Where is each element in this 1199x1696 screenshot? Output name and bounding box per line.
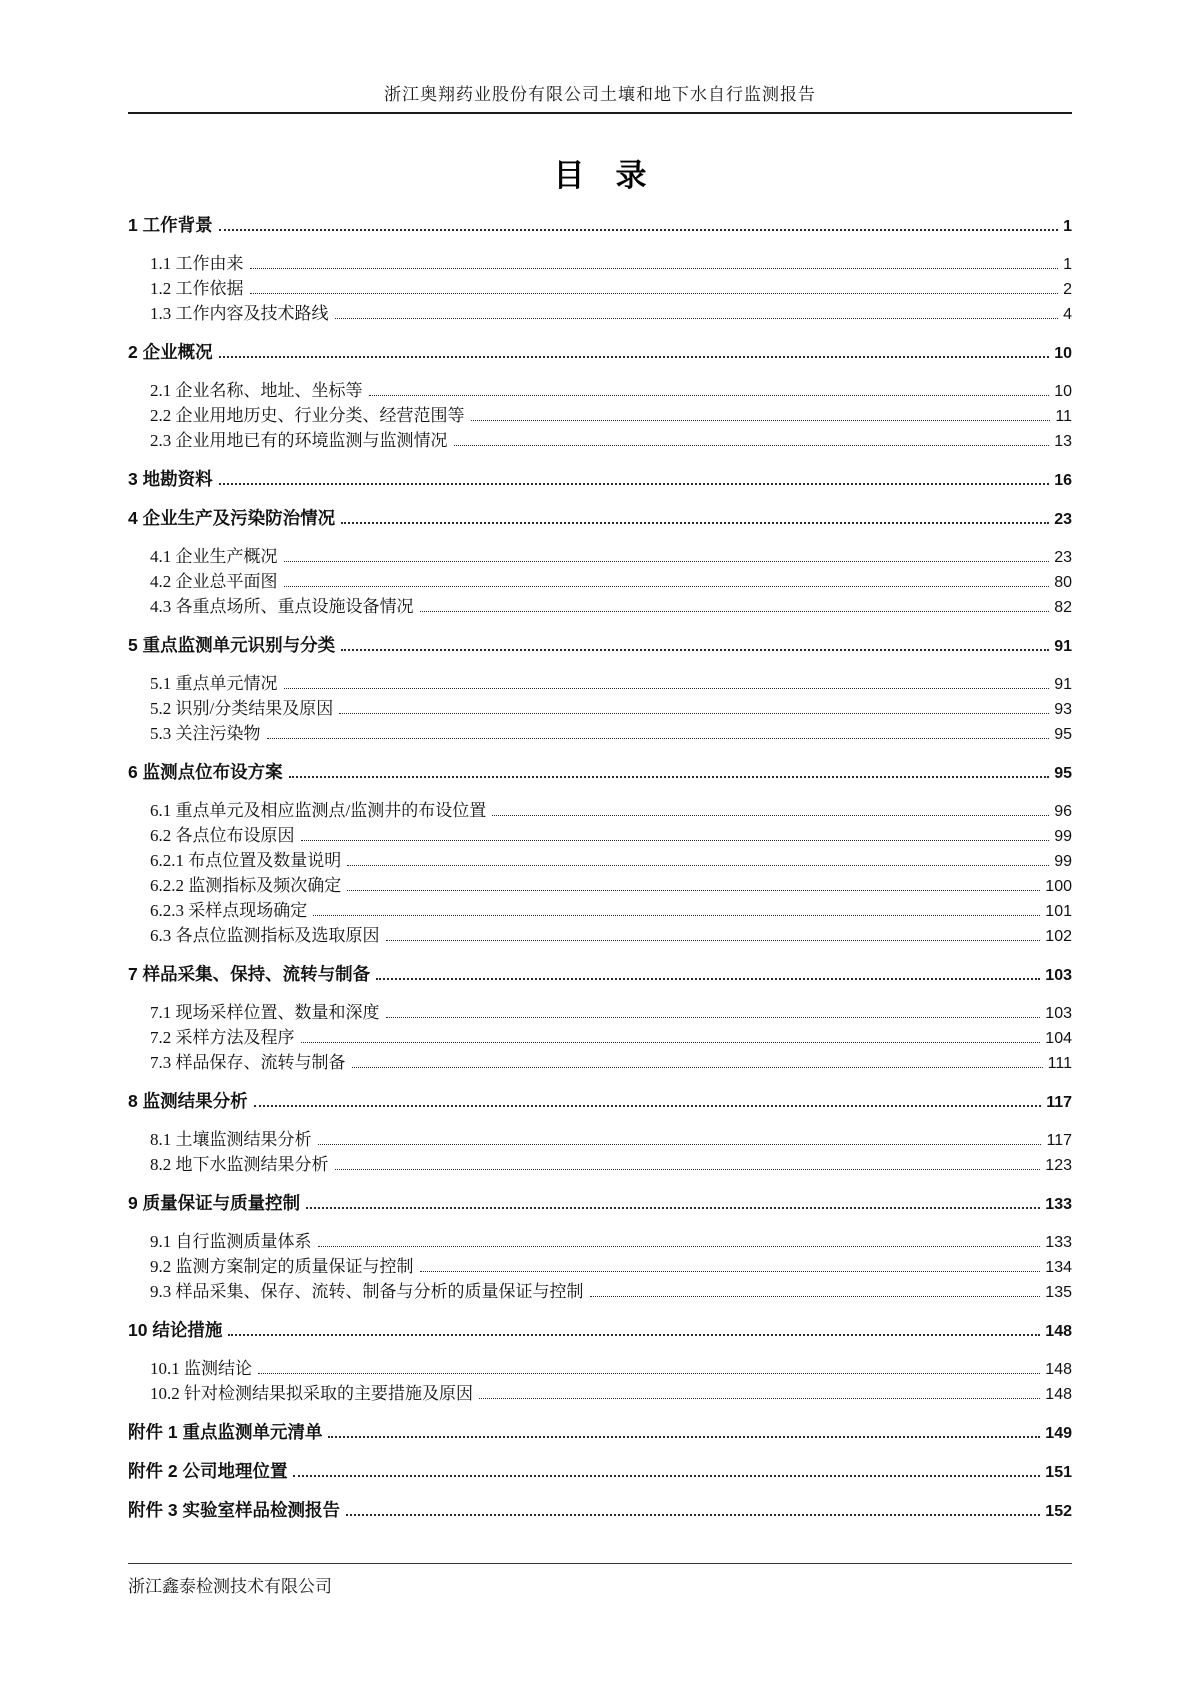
toc-entry[interactable] <box>128 962 1072 988</box>
toc-leader-dots <box>306 1207 1040 1209</box>
toc-entry-label: 2 企业概况 <box>128 342 213 362</box>
toc-entry-label: 1.2 工作依据 <box>150 279 244 298</box>
toc-entry[interactable] <box>128 1051 1072 1076</box>
toc-list <box>128 200 1072 1537</box>
toc-entry-page: 117 <box>1046 1094 1072 1111</box>
toc-entry-page: 102 <box>1045 928 1072 945</box>
toc-entry[interactable] <box>128 1089 1072 1115</box>
toc-entry-label: 1.3 工作内容及技术路线 <box>150 304 329 323</box>
toc-leader-dots <box>258 1373 1040 1374</box>
toc-entry-label: 10 结论措施 <box>128 1320 223 1340</box>
toc-entry[interactable] <box>128 924 1072 949</box>
toc-leader-dots <box>301 840 1050 841</box>
toc-leader-dots <box>339 713 1049 714</box>
toc-entry[interactable] <box>128 506 1072 532</box>
toc-leader-dots <box>284 586 1050 587</box>
toc-entry-label: 6 监测点位布设方案 <box>128 762 283 782</box>
toc-entry-label: 2.2 企业用地历史、行业分类、经营范围等 <box>150 406 465 425</box>
toc-entry[interactable] <box>128 1191 1072 1217</box>
toc-entry-label: 5.3 关注污染物 <box>150 724 261 743</box>
toc-entry-page: 149 <box>1045 1425 1072 1442</box>
toc-entry-page: 10 <box>1054 383 1072 400</box>
toc-leader-dots <box>346 1514 1040 1516</box>
toc-entry-label: 9.2 监测方案制定的质量保证与控制 <box>150 1257 414 1276</box>
toc-entry-label: 9 质量保证与质量控制 <box>128 1193 301 1213</box>
toc-entry-page: 151 <box>1045 1464 1072 1481</box>
toc-entry[interactable] <box>128 570 1072 595</box>
toc-entry-page: 134 <box>1045 1259 1072 1276</box>
toc-entry-page: 111 <box>1047 1055 1072 1072</box>
toc-entry-page: 117 <box>1046 1132 1072 1149</box>
toc-entry-label: 7.3 样品保存、流转与制备 <box>150 1053 346 1072</box>
toc-entry-page: 4 <box>1063 306 1072 323</box>
toc-entry-page: 23 <box>1054 549 1072 566</box>
toc-entry-page: 148 <box>1045 1323 1072 1340</box>
toc-entry[interactable] <box>128 1026 1072 1051</box>
toc-entry-label: 6.2 各点位布设原因 <box>150 826 295 845</box>
toc-entry-label: 8.2 地下水监测结果分析 <box>150 1155 329 1174</box>
page-title: 目 录 <box>553 158 647 193</box>
toc-entry-label: 9.3 样品采集、保存、流转、制备与分析的质量保证与控制 <box>150 1282 584 1301</box>
toc-entry-page: 103 <box>1045 967 1072 984</box>
toc-leader-dots <box>471 420 1051 421</box>
toc-leader-dots <box>341 649 1049 651</box>
toc-entry-page: 93 <box>1054 701 1072 718</box>
toc-leader-dots <box>219 229 1058 231</box>
toc-entry[interactable] <box>128 697 1072 722</box>
toc-entry-page: 99 <box>1054 853 1072 870</box>
toc-leader-dots <box>328 1436 1040 1438</box>
toc-leader-dots <box>318 1144 1042 1145</box>
toc-entry[interactable] <box>128 404 1072 429</box>
toc-entry-page: 10 <box>1054 345 1072 362</box>
toc-entry-page: 123 <box>1045 1157 1072 1174</box>
toc-entry-page: 11 <box>1055 408 1072 425</box>
toc-entry-page: 91 <box>1054 676 1072 693</box>
toc-entry[interactable] <box>128 1280 1072 1305</box>
toc-entry-page: 80 <box>1054 574 1072 591</box>
toc-entry-label: 4.1 企业生产概况 <box>150 547 278 566</box>
toc-entry[interactable] <box>128 1128 1072 1153</box>
toc-leader-dots <box>352 1067 1043 1068</box>
toc-entry[interactable] <box>128 277 1072 302</box>
toc-entry-page: 16 <box>1054 472 1072 489</box>
toc-leader-dots <box>250 293 1059 294</box>
toc-entry-page: 95 <box>1054 726 1072 743</box>
toc-entry[interactable] <box>128 1420 1072 1446</box>
toc-entry-page: 100 <box>1045 878 1072 895</box>
toc-entry-page: 13 <box>1054 433 1072 450</box>
toc-entry[interactable] <box>128 633 1072 659</box>
toc-entry-label: 5 重点监测单元识别与分类 <box>128 635 336 655</box>
toc-leader-dots <box>386 940 1041 941</box>
footer-divider <box>128 1563 1072 1564</box>
toc-entry-page: 133 <box>1045 1234 1072 1251</box>
toc-leader-dots <box>284 561 1050 562</box>
toc-entry-page: 96 <box>1054 803 1072 820</box>
toc-entry-page: 1 <box>1063 218 1072 235</box>
toc-leader-dots <box>293 1475 1040 1477</box>
toc-entry-page: 2 <box>1063 281 1072 298</box>
toc-entry[interactable] <box>128 1498 1072 1524</box>
toc-entry[interactable] <box>128 1382 1072 1407</box>
toc-entry-label: 9.1 自行监测质量体系 <box>150 1232 312 1251</box>
toc-entry-page: 104 <box>1045 1030 1072 1047</box>
toc-entry[interactable] <box>128 824 1072 849</box>
toc-entry[interactable] <box>128 1255 1072 1280</box>
toc-entry-page: 135 <box>1045 1284 1072 1301</box>
toc-leader-dots <box>284 688 1050 689</box>
toc-entry[interactable] <box>128 252 1072 277</box>
footer-company: 浙江鑫泰检测技术有限公司 <box>128 1577 332 1596</box>
toc-leader-dots <box>301 1042 1041 1043</box>
toc-entry-page: 148 <box>1045 1361 1072 1378</box>
toc-entry-label: 3 地勘资料 <box>128 469 213 489</box>
toc-entry-label: 8 监测结果分析 <box>128 1091 248 1111</box>
toc-entry-label: 4.3 各重点场所、重点设施设备情况 <box>150 597 414 616</box>
toc-entry[interactable] <box>128 429 1072 454</box>
toc-entry-label: 1 工作背景 <box>128 215 213 235</box>
toc-entry-label: 2.3 企业用地已有的环境监测与监测情况 <box>150 431 448 450</box>
toc-leader-dots <box>479 1398 1040 1399</box>
toc-entry-label: 6.2.1 布点位置及数量说明 <box>150 851 342 870</box>
toc-leader-dots <box>267 738 1050 739</box>
toc-entry-page: 133 <box>1045 1196 1072 1213</box>
toc-leader-dots <box>254 1105 1042 1107</box>
toc-entry[interactable] <box>128 760 1072 786</box>
toc-entry-label: 5.1 重点单元情况 <box>150 674 278 693</box>
toc-entry-label: 7.2 采样方法及程序 <box>150 1028 295 1047</box>
toc-entry[interactable] <box>128 1357 1072 1382</box>
toc-leader-dots <box>228 1334 1040 1336</box>
toc-entry-label: 8.1 土壤监测结果分析 <box>150 1130 312 1149</box>
toc-entry-label: 附件 3 实验室样品检测报告 <box>128 1500 340 1520</box>
toc-leader-dots <box>420 611 1050 612</box>
toc-leader-dots <box>454 445 1050 446</box>
toc-entry[interactable] <box>128 874 1072 899</box>
toc-leader-dots <box>289 776 1050 778</box>
toc-entry[interactable] <box>128 595 1072 620</box>
toc-entry-label: 5.2 识别/分类结果及原因 <box>150 699 334 718</box>
toc-leader-dots <box>335 318 1059 319</box>
toc-entry-page: 103 <box>1045 1005 1072 1022</box>
toc-leader-dots <box>219 483 1050 485</box>
toc-entry-label: 7.1 现场采样位置、数量和深度 <box>150 1003 380 1022</box>
toc-leader-dots <box>318 1246 1041 1247</box>
toc-entry[interactable] <box>128 1001 1072 1026</box>
toc-entry[interactable] <box>128 467 1072 493</box>
toc-entry-page: 82 <box>1054 599 1072 616</box>
toc-entry-label: 2.1 企业名称、地址、坐标等 <box>150 381 363 400</box>
toc-entry[interactable] <box>128 302 1072 327</box>
toc-leader-dots <box>492 815 1049 816</box>
toc-leader-dots <box>376 978 1040 980</box>
toc-entry[interactable] <box>128 1230 1072 1255</box>
toc-leader-dots <box>420 1271 1041 1272</box>
toc-entry-label: 6.1 重点单元及相应监测点/监测井的布设位置 <box>150 801 487 820</box>
toc-leader-dots <box>347 890 1040 891</box>
toc-entry-label: 4 企业生产及污染防治情况 <box>128 508 336 528</box>
toc-entry[interactable] <box>128 545 1072 570</box>
toc-leader-dots <box>250 268 1059 269</box>
toc-entry-page: 148 <box>1045 1386 1072 1403</box>
toc-entry[interactable] <box>128 379 1072 404</box>
toc-entry-page: 95 <box>1054 765 1072 782</box>
toc-entry[interactable] <box>128 1153 1072 1178</box>
toc-entry-label: 7 样品采集、保持、流转与制备 <box>128 964 371 984</box>
toc-entry[interactable] <box>128 799 1072 824</box>
toc-leader-dots <box>590 1296 1041 1297</box>
toc-entry-page: 152 <box>1045 1503 1072 1520</box>
toc-leader-dots <box>347 865 1049 866</box>
toc-entry-label: 附件 1 重点监测单元清单 <box>128 1422 323 1442</box>
toc-entry-label: 6.2.2 监测指标及频次确定 <box>150 876 342 895</box>
toc-entry-label: 10.2 针对检测结果拟采取的主要措施及原因 <box>150 1384 473 1403</box>
toc-entry-label: 6.3 各点位监测指标及选取原因 <box>150 926 380 945</box>
toc-entry-label: 6.2.3 采样点现场确定 <box>150 901 308 920</box>
toc-entry[interactable] <box>128 849 1072 874</box>
toc-entry-page: 1 <box>1063 256 1072 273</box>
toc-entry-page: 23 <box>1054 511 1072 528</box>
toc-entry-page: 91 <box>1054 638 1072 655</box>
toc-leader-dots <box>335 1169 1041 1170</box>
toc-entry[interactable] <box>128 722 1072 747</box>
toc-entry[interactable] <box>128 899 1072 924</box>
toc-leader-dots <box>341 522 1049 524</box>
toc-entry[interactable] <box>128 1318 1072 1344</box>
toc-entry[interactable] <box>128 213 1072 239</box>
toc-leader-dots <box>219 356 1050 358</box>
toc-entry-label: 1.1 工作由来 <box>150 254 244 273</box>
toc-entry[interactable] <box>128 672 1072 697</box>
toc-entry-page: 99 <box>1054 828 1072 845</box>
toc-entry-label: 10.1 监测结论 <box>150 1359 252 1378</box>
toc-leader-dots <box>313 915 1040 916</box>
toc-entry[interactable] <box>128 340 1072 366</box>
toc-entry[interactable] <box>128 1459 1072 1485</box>
header-divider <box>128 112 1072 114</box>
toc-entry-label: 4.2 企业总平面图 <box>150 572 278 591</box>
toc-leader-dots <box>386 1017 1041 1018</box>
toc-entry-label: 附件 2 公司地理位置 <box>128 1461 288 1481</box>
page-header-title: 浙江奥翔药业股份有限公司土壤和地下水自行监测报告 <box>384 85 816 104</box>
toc-entry-page: 101 <box>1045 903 1072 920</box>
toc-leader-dots <box>369 395 1050 396</box>
